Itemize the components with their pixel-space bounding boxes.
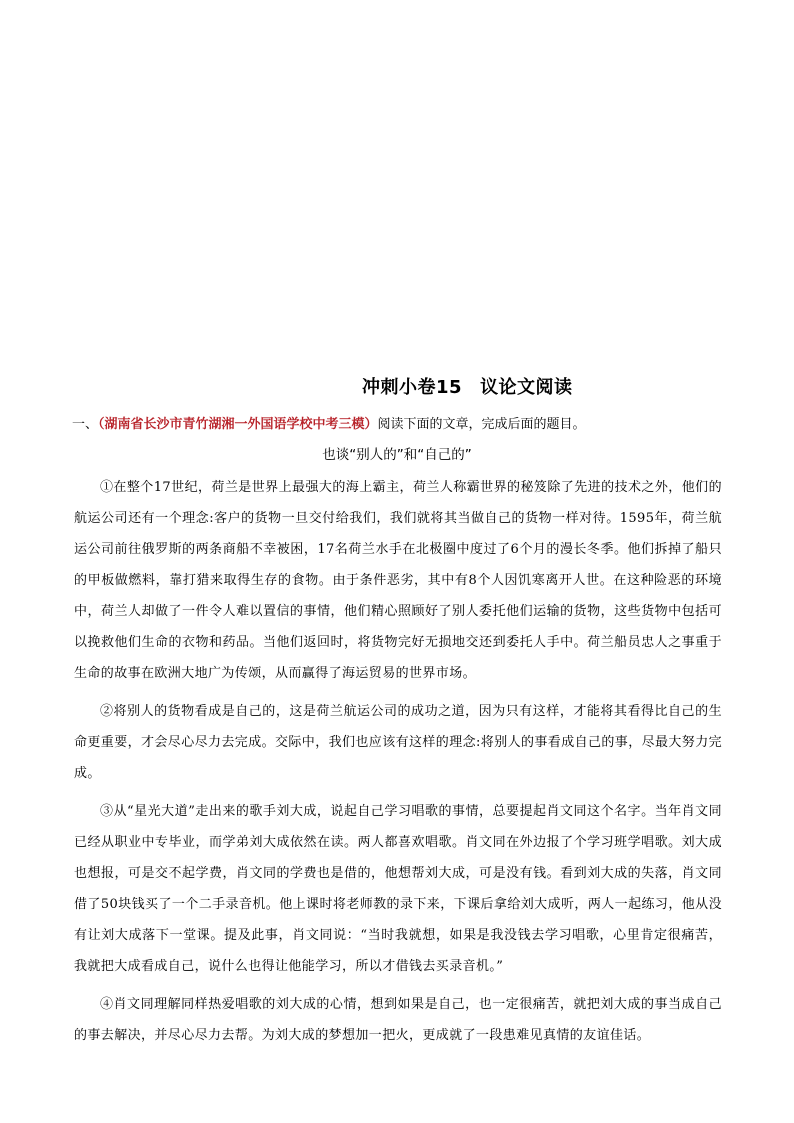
section-source: （湖南省长沙市青竹湖湘一外国语学校中考三模） [98, 417, 378, 432]
paragraph-3: ③从“星光大道”走出来的歌手刘大成，说起自己学习唱歌的事情，总要提起肖文同这个名字。当年肖文同已经从职业中专毕业，而学弟刘大成依然在读。两人都喜欢唱歌。肖文同在外边报了个学习班学唱歌。刘大成也想报，可是交不起学费，肖文同的学费也是借的，他想帮刘大成，可是没有钱。看到刘大成的失落，肖文同借了50块钱买了一个二手录音机。他上课时将老师教的录下来，下课后拿给刘大成听，两人一起练习，他从没有让刘大成落下一堂课。提及此事，肖文同说：“当时我就想，如果是我没钱去学习唱歌，心里肯定很痛苦，我就把大成看成自己，说什么也得让他能学习，所以才借钱去买录音机。” [74, 804, 722, 974]
paragraph-1: ①在整个17世纪，荷兰是世界上最强大的海上霸主，荷兰人称霸世界的秘笈除了先进的技术之外，他们的航运公司还有一个理念:客户的货物一旦交付给我们，我们就将其当做自己的货物一样对待。1595年，荷兰航运公司前往俄罗斯的两条商船不幸被困，17名荷兰水手在北极圈中度过了6个月的漫长冬季。他们拆掉了船只的甲板做燃料，靠打猎来取得生存的食物。由于条件恶劣，其中有8个人因饥寒离开人世。在这种险恶的环境中，荷兰人却做了一件令人难以置信的事情，他们精心照顾好了别人委托他们运输的货物，这些货物中包括可以挽救他们生命的衣物和药品。当他们返回时，将货物完好无损地交还到委托人手中。荷兰船员忠人之事重于生命的故事在欧洲大地广为传颂，从而赢得了海运贸易的世界市场。 [74, 480, 722, 681]
paragraph-4: ④肖文同理解同样热爱唱歌的刘大成的心情，想到如果是自己，也一定很痛苦，就把刘大成的事当成自己的事去解决，并尽心尽力去帮。为刘大成的梦想加一把火，更成就了一段患难见真情的友谊佳话。 [74, 997, 722, 1043]
paragraph-2: ②将别人的货物看成是自己的，这是荷兰航运公司的成功之道，因为只有这样，才能将其看得比自己的生命更重要，才会尽心尽力去完成。交际中，我们也应该有这样的理念:将别人的事看成自己的事，尽最大努力完成。 [74, 704, 722, 781]
title-main: 冲刺小卷15 [362, 377, 463, 398]
section-heading [72, 413, 586, 432]
page-title [362, 373, 573, 399]
section-prefix: 一、 [72, 417, 99, 432]
title-topic: 议论文阅读 [480, 377, 573, 398]
article-title: 也谈“别人的”和“自己的” [322, 447, 472, 463]
article-body [74, 472, 722, 1058]
section-instruction: 阅读下面的文章，完成后面的题目。 [377, 417, 586, 432]
